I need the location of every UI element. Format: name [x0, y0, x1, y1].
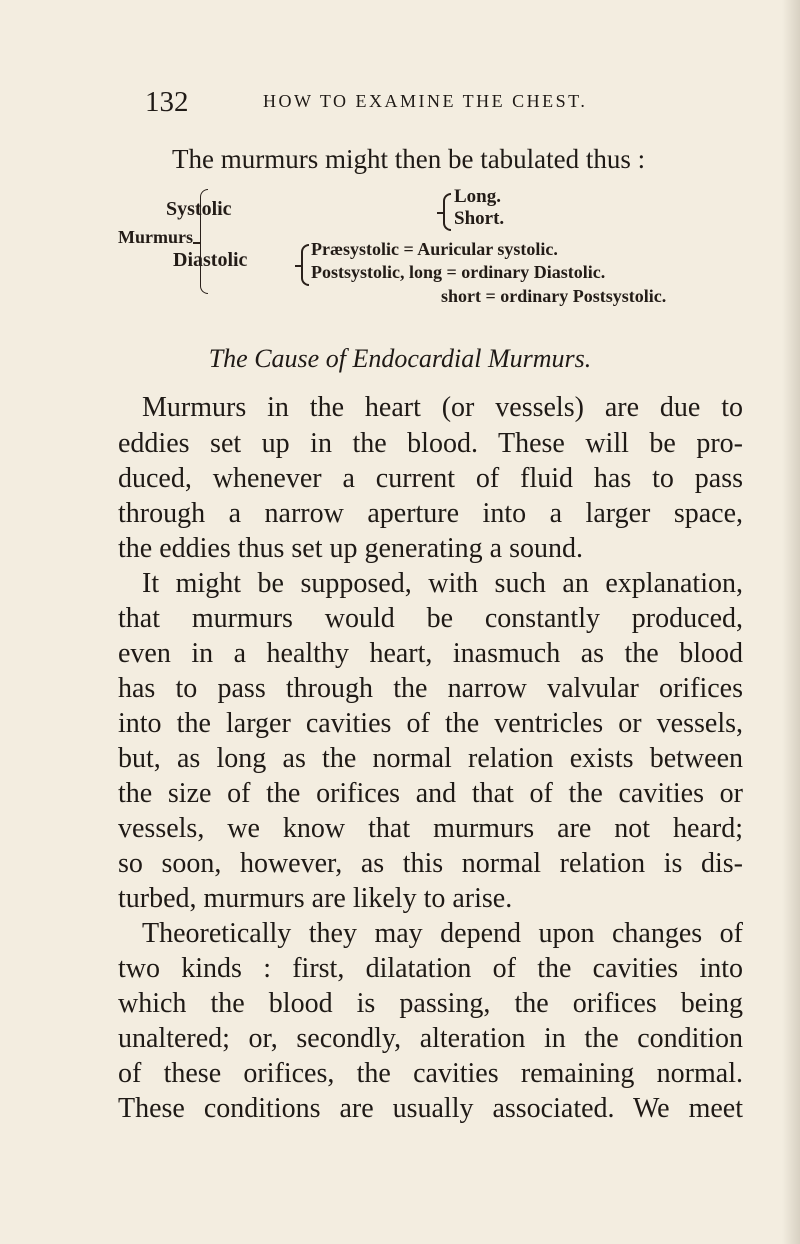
- murmur-classification-table: [118, 186, 778, 326]
- systolic-item-short: Short.: [454, 208, 505, 229]
- body-line: has to pass through the narrow valvular orifices: [118, 673, 743, 704]
- systolic-label: Systolic: [166, 198, 232, 220]
- section-heading: The Cause of Endocardial Murmurs.: [208, 344, 592, 373]
- diastolic-item-presystolic: Præsystolic = Auricular systolic.: [311, 239, 558, 259]
- body-line: Theoretically they may depend upon changes of: [142, 918, 743, 949]
- body-line: turbed, murmurs are likely to arise.: [118, 883, 513, 914]
- body-line: of these orifices, the cavities remaining normal.: [118, 1058, 743, 1089]
- table-root-label: Murmurs: [118, 227, 193, 247]
- body-line: so soon, however, as this normal relation is dis-: [118, 848, 743, 879]
- body-line: Murmurs in the heart (or vessels) are due to: [142, 392, 743, 423]
- systolic-brace: [443, 193, 451, 231]
- body-line: unaltered; or, secondly, alteration in the condition: [118, 1023, 743, 1054]
- body-line: through a narrow aperture into a larger space,: [118, 498, 743, 529]
- page-header: [145, 86, 745, 120]
- diastolic-item-postsystolic-long: Postsystolic, long = ordinary Diastolic.: [311, 262, 606, 282]
- body-line: that murmurs would be constantly produced,: [118, 603, 743, 634]
- page-number: 132: [145, 86, 189, 118]
- body-line: vessels, we know that murmurs are not heard;: [118, 813, 743, 844]
- body-line: even in a healthy heart, inasmuch as the blood: [118, 638, 743, 669]
- diastolic-brace: [301, 244, 309, 286]
- intro-sentence: The murmurs might then be tabulated thus :: [172, 144, 646, 174]
- body-line: the size of the orifices and that of the cavities or: [118, 778, 743, 809]
- diastolic-item-postsystolic-short: short = ordinary Postsystolic.: [441, 286, 667, 306]
- diastolic-label: Diastolic: [173, 249, 248, 271]
- body-line: eddies set up in the blood. These will be pro-: [118, 428, 743, 459]
- page-edge-shadow: [782, 0, 800, 1244]
- systolic-item-long: Long.: [454, 186, 501, 207]
- running-head: HOW TO EXAMINE THE CHEST.: [263, 91, 588, 111]
- body-line: the eddies thus set up generating a sound.: [118, 533, 584, 564]
- body-line: two kinds : first, dilatation of the cavities into: [118, 953, 743, 984]
- body-line: It might be supposed, with such an explanation,: [142, 568, 743, 599]
- body-line: These conditions are usually associated. We meet: [118, 1093, 743, 1124]
- body-line: which the blood is passing, the orifices being: [118, 988, 743, 1019]
- body-line: duced, whenever a current of fluid has to pass: [118, 463, 743, 494]
- body-line: into the larger cavities of the ventricles or vessels,: [118, 708, 743, 739]
- body-line: but, as long as the normal relation exists between: [118, 743, 743, 774]
